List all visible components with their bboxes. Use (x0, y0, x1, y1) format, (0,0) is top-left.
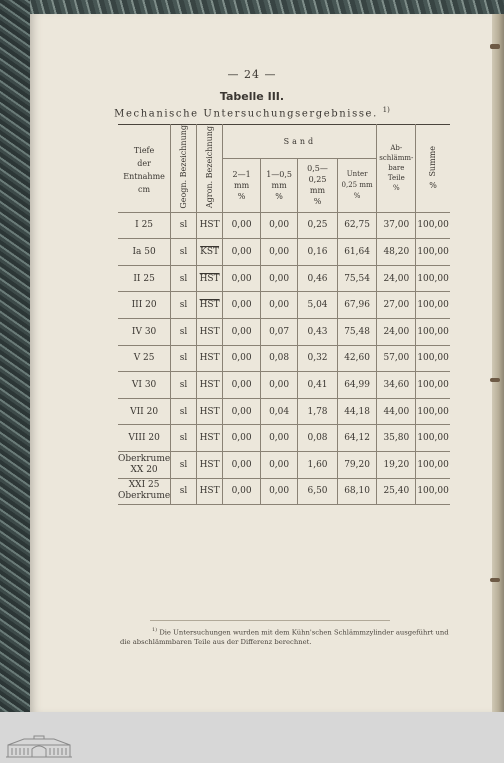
table-subtitle-text: Mechanische Untersuchungsergebnisse. (114, 108, 378, 120)
table-row (118, 451, 450, 478)
table-row (118, 345, 450, 372)
cell-abschl: 44,00 (377, 398, 416, 425)
cell-agron: HST (196, 212, 223, 239)
cell-sand-3: 0,41 (298, 372, 337, 399)
cell-agron: $\overline{HST}$ (196, 265, 223, 292)
page-tab (490, 378, 500, 382)
cell-summe: 100,00 (416, 425, 450, 452)
header-geogn-label: Geogn. Bezeichnung (178, 125, 188, 209)
cell-sand-4: 64,99 (337, 372, 377, 399)
cell-summe: 100,00 (416, 345, 450, 372)
header-summe-pct: % (429, 180, 437, 190)
cell-sand-2: 0,00 (260, 451, 298, 478)
cell-geogn: sl (171, 319, 197, 346)
sand-col-range: 1—0,5 (266, 169, 292, 179)
sand-col-range: 2—1 (232, 169, 251, 179)
cell-abschl: 24,00 (377, 319, 416, 346)
sand-col-pct: % (313, 197, 322, 207)
cell-sand-2: 0,00 (260, 425, 298, 452)
cell-agron: HST (196, 319, 223, 346)
footnote-divider (150, 620, 390, 621)
header-abschl-line1: Ab- (390, 144, 403, 153)
sand-col-unit: mm (271, 180, 287, 190)
header-summe (416, 125, 450, 213)
table-row (118, 372, 450, 399)
cell-sand-2: 0,07 (260, 319, 298, 346)
cell-abschl: 35,80 (377, 425, 416, 452)
header-summe-label: Summe (428, 146, 438, 177)
cell-sand-2: 0,00 (260, 212, 298, 239)
cell-geogn: sl (171, 372, 197, 399)
cell-agron: $\overline{KST}$ (196, 239, 223, 266)
cell-geogn: sl (171, 345, 197, 372)
cell-sand-4: 44,18 (337, 398, 377, 425)
cell-tiefe: VII 20 (118, 398, 171, 425)
sand-col-pct: % (275, 191, 283, 201)
cell-tiefe: Oberkrume XX 20 (118, 451, 171, 478)
table-title: Tabelle III. (219, 90, 285, 103)
cell-abschl: 25,40 (377, 478, 416, 505)
cell-sand-3: 1,78 (298, 398, 337, 425)
sand-col-pct: % (237, 191, 246, 201)
cell-sand-2: 0,00 (260, 478, 298, 505)
cell-tiefe: IV 30 (118, 319, 171, 346)
footnote (120, 626, 455, 647)
header-agron (196, 125, 223, 213)
cell-sand-4: 75,48 (337, 319, 377, 346)
header-tiefe (118, 125, 171, 213)
table-row (118, 212, 450, 239)
table-row (118, 319, 450, 346)
header-abschl (377, 125, 416, 213)
header-tiefe-line3: Entnahme (123, 171, 165, 181)
cell-sand-3: 0,16 (298, 239, 337, 266)
sand-col-range: Unter (346, 169, 368, 178)
header-sand-col-3 (298, 159, 337, 212)
cell-geogn: sl (171, 398, 197, 425)
cell-sand-1: 0,00 (223, 451, 261, 478)
cell-sand-2: 0,04 (260, 398, 298, 425)
cell-abschl: 48,20 (377, 239, 416, 266)
header-abschl-pct: % (392, 184, 400, 193)
cell-sand-1: 0,00 (223, 212, 261, 239)
cell-sand-3: 0,32 (298, 345, 337, 372)
header-sand: Sand (223, 125, 377, 159)
cell-tiefe: I 25 (118, 212, 171, 239)
cell-sand-4: 68,10 (337, 478, 377, 505)
cell-sand-3: 6,50 (298, 478, 337, 505)
cell-tiefe: VIII 20 (118, 425, 171, 452)
cell-sand-1: 0,00 (223, 292, 261, 319)
header-sand-col-2 (260, 159, 298, 212)
header-tiefe-line4: cm (138, 184, 151, 194)
cell-tiefe: Ia 50 (118, 239, 171, 266)
header-tiefe-line2: der (137, 158, 151, 168)
cell-agron: HST (196, 425, 223, 452)
viewer-footer (0, 712, 504, 763)
cell-geogn: sl (171, 425, 197, 452)
cell-sand-2: 0,00 (260, 372, 298, 399)
cell-sand-1: 0,00 (223, 265, 261, 292)
table-subtitle (0, 106, 504, 119)
cell-agron: HST (196, 372, 223, 399)
cell-sand-1: 0,00 (223, 345, 261, 372)
table-row (118, 292, 450, 319)
cell-summe: 100,00 (416, 398, 450, 425)
cell-tiefe: III 20 (118, 292, 171, 319)
cell-summe: 100,00 (416, 478, 450, 505)
cell-agron: HST (196, 478, 223, 505)
header-sand-col-4 (337, 159, 377, 212)
cell-tiefe: II 25 (118, 265, 171, 292)
cell-sand-2: 0,08 (260, 345, 298, 372)
cell-sand-4: 75,54 (337, 265, 377, 292)
sand-col-unit: 0,25 mm (341, 180, 373, 189)
header-abschl-line2: schlämm- (379, 154, 414, 163)
cell-summe: 100,00 (416, 265, 450, 292)
sand-col-range: 0,5—0,25 (307, 164, 328, 185)
header-agron-label: Agron. Bezeichnung (204, 125, 214, 208)
cell-sand-3: 0,25 (298, 212, 337, 239)
cell-agron: $\overline{HST}$ (196, 292, 223, 319)
sand-col-pct: % (353, 191, 361, 200)
cell-agron: HST (196, 345, 223, 372)
footnote-text: Die Untersuchungen wurden mit dem Kühn'schen Schlämmzylinder ausgeführt und die abschlämmbaren Teile aus der Differenz berechnet. (120, 628, 449, 646)
cell-sand-4: 79,20 (337, 451, 377, 478)
cell-sand-1: 0,00 (223, 478, 261, 505)
cell-geogn: sl (171, 212, 197, 239)
sand-col-unit: mm (234, 180, 250, 190)
header-tiefe-line1: Tiefe (133, 145, 155, 155)
header-geogn (171, 125, 197, 213)
footnote-marker: 1) (152, 627, 158, 633)
cell-sand-1: 0,00 (223, 319, 261, 346)
page-tab (490, 578, 500, 582)
header-abschl-line4: Teile (387, 174, 405, 183)
cell-sand-1: 0,00 (223, 239, 261, 266)
cell-tiefe: V 25 (118, 345, 171, 372)
cell-abschl: 34,60 (377, 372, 416, 399)
table-row (118, 478, 450, 505)
cell-abschl: 37,00 (377, 212, 416, 239)
cell-sand-3: 0,43 (298, 319, 337, 346)
cell-summe: 100,00 (416, 319, 450, 346)
cell-summe: 100,00 (416, 239, 450, 266)
cell-sand-3: 0,46 (298, 265, 337, 292)
cell-summe: 100,00 (416, 451, 450, 478)
table-row (118, 398, 450, 425)
page-number: — 24 — (227, 68, 277, 81)
sand-col-unit: mm (309, 186, 326, 196)
cell-sand-4: 62,75 (337, 212, 377, 239)
results-table (118, 124, 450, 505)
cell-sand-4: 42,60 (337, 345, 377, 372)
page-tab (490, 44, 500, 49)
cell-sand-3: 1,60 (298, 451, 337, 478)
cell-geogn: sl (171, 265, 197, 292)
cell-geogn: sl (171, 292, 197, 319)
library-building-icon (4, 735, 74, 759)
cell-sand-4: 67,96 (337, 292, 377, 319)
cell-sand-2: 0,00 (260, 239, 298, 266)
cell-sand-1: 0,00 (223, 425, 261, 452)
cell-sand-2: 0,00 (260, 265, 298, 292)
cell-tiefe: XXI 25 Oberkrume (118, 478, 171, 505)
cell-agron: HST (196, 451, 223, 478)
cell-sand-1: 0,00 (223, 398, 261, 425)
cell-summe: 100,00 (416, 212, 450, 239)
cell-abschl: 24,00 (377, 265, 416, 292)
table-row (118, 265, 450, 292)
cell-abschl: 27,00 (377, 292, 416, 319)
cell-geogn: sl (171, 451, 197, 478)
header-abschl-line3: bare (388, 164, 405, 173)
cell-sand-1: 0,00 (223, 372, 261, 399)
cell-geogn: sl (171, 239, 197, 266)
cell-geogn: sl (171, 478, 197, 505)
header-sand-col-1 (223, 159, 261, 212)
cell-agron: HST (196, 398, 223, 425)
footnote-reference: 1) (382, 106, 390, 114)
table-row (118, 239, 450, 266)
cell-sand-4: 61,64 (337, 239, 377, 266)
table-row (118, 425, 450, 452)
cell-sand-2: 0,00 (260, 292, 298, 319)
cell-abschl: 19,20 (377, 451, 416, 478)
cell-sand-4: 64,12 (337, 425, 377, 452)
cell-sand-3: 5,04 (298, 292, 337, 319)
cell-summe: 100,00 (416, 292, 450, 319)
cell-summe: 100,00 (416, 372, 450, 399)
cell-abschl: 57,00 (377, 345, 416, 372)
cell-sand-3: 0,08 (298, 425, 337, 452)
cell-tiefe: VI 30 (118, 372, 171, 399)
